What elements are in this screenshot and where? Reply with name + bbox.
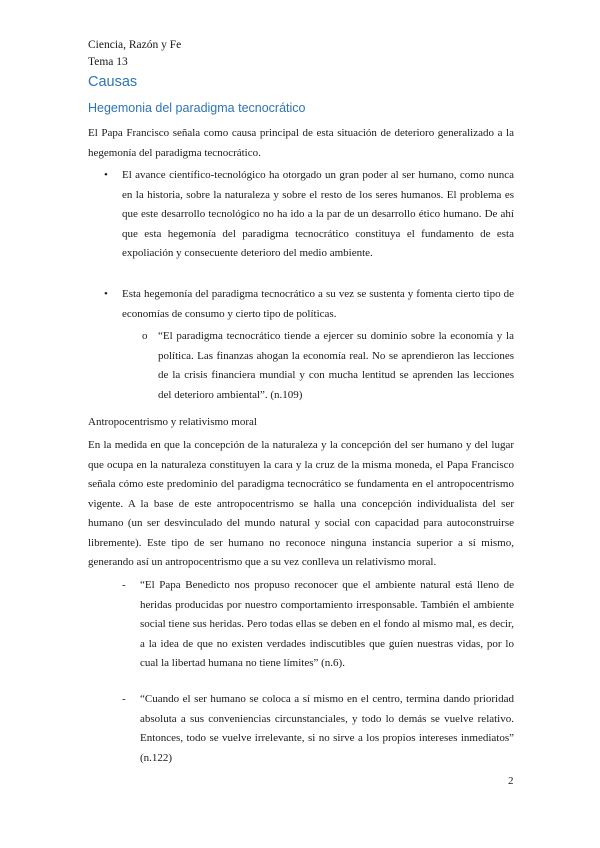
body-paragraph: En la medida en que la concepción de la naturaleza y la concepción del ser humano y del lugar que ocupa en la naturaleza constituyen la cara y la cruz de la misma moneda, el Papa Francisco señala cómo este predominio del paradigma tecnocrático se fundamenta en el antropocentrismo vigente. A la base de este antropocentrismo se halla una concepción individualista del ser humano (un ser desvinculado del mundo natural y social con capacidad para autoconstruirse libremente). Este tipo de ser humano no reconoce ninguna instancia superior a sí mismo, generando así un antropocentrismo que a su vez conlleva un relativismo moral. <box>88 439 514 568</box>
header-course: Ciencia, Razón y Fe <box>88 39 182 51</box>
dash-marker: - <box>122 579 126 591</box>
bullet-marker: • <box>104 169 108 181</box>
quote-paragraph: “Cuando el ser humano se coloca a sí mismo en el centro, termina dando prioridad absoluta a sus conveniencias circunstanciales, y todo lo demás se vuelve relativo. Entonces, todo se vuelve irrelevante, si no sirve a los propios intereses inmediatos” (n.122) <box>140 693 514 764</box>
header-topic: Tema 13 <box>88 56 128 68</box>
quote-paragraph: “El Papa Benedicto nos propuso reconocer que el ambiente natural está lleno de heridas producidas por nuestro comportamiento irresponsable. También el ambiente social tiene sus heridas. Pero todas ellas se deben en el fondo al mismo mal, es decir, a la idea de que no existen verdades indiscutibles que guíen nuestras vidas, por lo cual la libertad humana no tiene límites” (n.6). <box>140 579 514 669</box>
section-title: Causas <box>88 74 138 90</box>
subsection-title: Hegemonia del paradigma tecnocrático <box>88 101 306 115</box>
bullet-item: El avance científico-tecnológico ha otorgado un gran poder al ser humano, como nunca en la historia, sobre la naturaleza y sobre el resto de los seres humanos. El problema es que este desarrollo tecnológico no ha ido a la par de un desarrollo ético humano. De ahí que esta hegemonía del paradigma tecnocrático constituya el fundamento de esta expoliación y consecuente deterioro del medio ambiente. <box>122 169 514 259</box>
sub-bullet-marker: o <box>142 330 148 342</box>
subheading-antropocentrismo: Antropocentrismo y relativismo moral <box>88 416 257 428</box>
bullet-item: Esta hegemonía del paradigma tecnocrático a su vez se sustenta y fomenta cierto tipo de economías de consumo y cierto tipo de políticas. <box>122 288 514 320</box>
page-number: 2 <box>508 775 514 787</box>
bullet-marker: • <box>104 288 108 300</box>
quote-paragraph: “El paradigma tecnocrático tiende a ejercer su dominio sobre la economía y la política. Las finanzas ahogan la economía real. No se aprendieron las lecciones de la crisis financiera mundial y con mucha lentitud se aprenden las lecciones del deterioro ambiental”. (n.109) <box>158 330 514 401</box>
intro-paragraph: El Papa Francisco señala como causa principal de esta situación de deterioro generalizado a la hegemonía del paradigma tecnocrático. <box>88 127 514 159</box>
dash-marker: - <box>122 693 126 705</box>
